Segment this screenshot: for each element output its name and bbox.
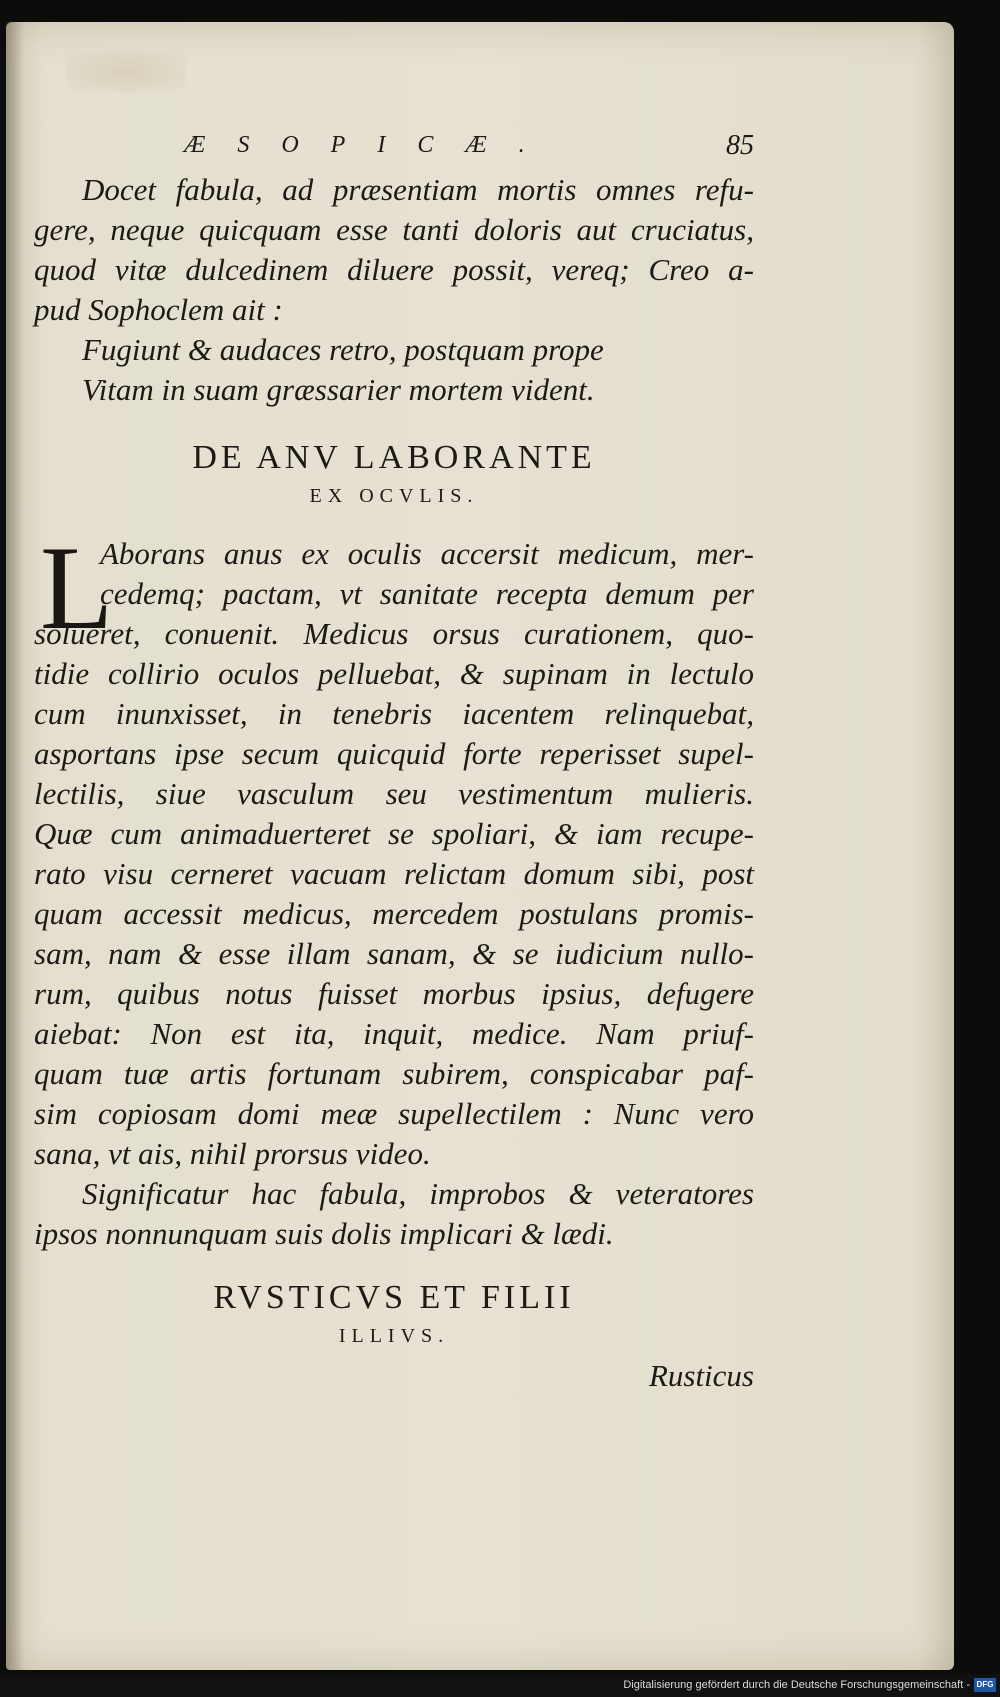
fable-body <box>34 521 754 1174</box>
fable-heading: DE ANV LABORANTE <box>192 439 596 476</box>
paper-stain <box>66 52 186 92</box>
moral <box>34 1174 754 1254</box>
text-line: Aborans anus ex oculis accersit medicum, mer- <box>100 536 754 571</box>
book-page <box>6 22 954 1670</box>
text-line: aiebat: Non est ita, inquit, medice. Nam priuf- <box>34 1016 754 1051</box>
text-line: rum, quibus notus fuisset morbus ipsius, defugere <box>34 976 754 1011</box>
text-line: lectilis, siue vasculum seu vestimentum mulieris. <box>34 776 754 811</box>
text-line: quam accessit medicus, mercedem postulans promis- <box>34 896 754 931</box>
text-line: ipsos nonnunquam suis dolis implicari & lædi. <box>34 1216 614 1251</box>
text-line: gere, neque quicquam esse tanti doloris aut cruciatus, <box>34 212 754 247</box>
text-line: cedemq; pactam, vt sanitate recepta demum per <box>100 576 754 611</box>
page-number: 85 <box>726 130 754 161</box>
next-fable-subheading: ILLIVS. <box>338 1325 450 1347</box>
text-line: tidie collirio oculos pelluebat, & supinam in lectulo <box>34 656 754 691</box>
verse-line: Fugiunt & audaces retro, postquam prope <box>82 332 604 367</box>
footer-credit: Digitalisierung gefördert durch die Deutsche Forschungsgemeinschaft - <box>623 1679 970 1691</box>
text-line: Significatur hac fabula, improbos & veteratores <box>82 1176 754 1211</box>
text-line: Docet fabula, ad præsentiam mortis omnes refu- <box>82 172 754 207</box>
catchword: Rusticus <box>648 1358 754 1393</box>
text-block <box>34 130 754 1396</box>
text-line: solueret, conuenit. Medicus orsus curationem, quo- <box>34 616 754 651</box>
footer-bar <box>0 1675 1000 1697</box>
text-line: rato visu cerneret vacuam relictam domum sibi, post <box>34 856 754 891</box>
text-line: pud Sophoclem ait : <box>34 292 283 327</box>
text-line: sam, nam & esse illam sanam, & se iudicium nullo- <box>34 936 754 971</box>
text-line: Quæ cum animaduerteret se spoliari, & iam recupe- <box>34 816 754 851</box>
paragraph-1 <box>34 170 754 330</box>
verse-line: Vitam in suam græssarier mortem vident. <box>82 372 595 407</box>
text-line: sana, vt ais, nihil prorsus video. <box>34 1136 431 1171</box>
running-head-title: ÆSOPICÆ. <box>184 132 557 158</box>
drop-cap: L <box>40 521 114 654</box>
fable-subheading: EX OCVLIS. <box>309 485 479 507</box>
dfg-logo-icon: DFG <box>974 1678 996 1692</box>
text-line: sim copiosam domi meæ supellectilem : Nunc vero <box>34 1096 754 1131</box>
text-line: quam tuæ artis fortunam subirem, conspicabar paf- <box>34 1056 754 1091</box>
verse-quote <box>34 330 754 410</box>
running-head <box>34 130 754 170</box>
text-line: cum inunxisset, in tenebris iacentem relinquebat, <box>34 696 754 731</box>
text-line: asportans ipse secum quicquid forte reperisset supel- <box>34 736 754 771</box>
text-line: quod vitæ dulcedinem diluere possit, vereq; Creo a- <box>34 252 754 287</box>
next-fable-heading: RVSTICVS ET FILII <box>213 1279 575 1316</box>
